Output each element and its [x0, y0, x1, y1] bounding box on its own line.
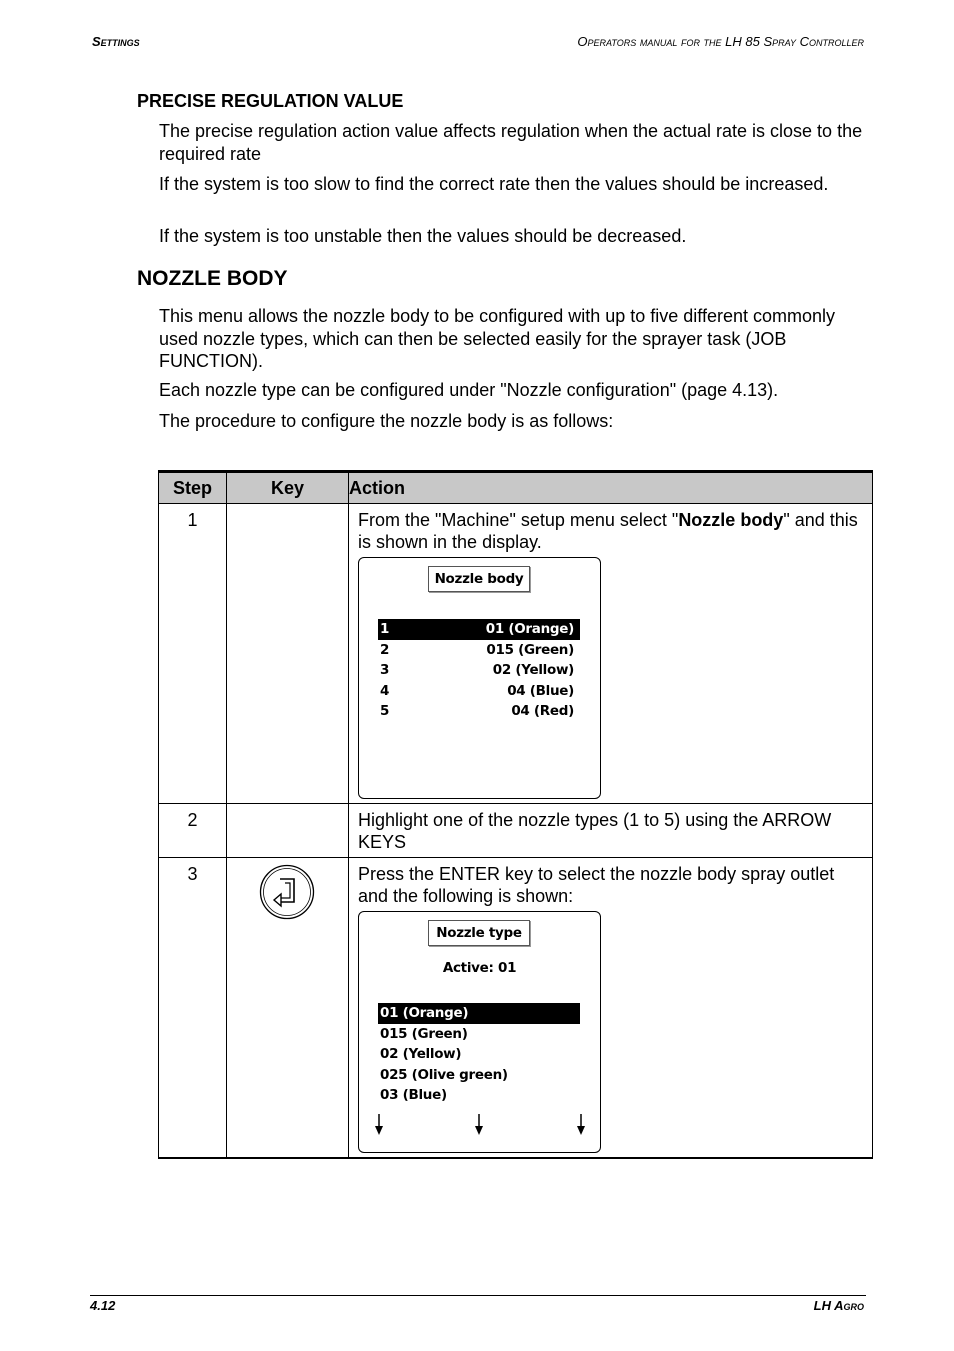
action-cell: [349, 858, 873, 1159]
footer-rule: [90, 1295, 866, 1296]
paragraph-precise-1: The precise regulation action value affects regulation when the actual rate is close to the required rate: [159, 121, 863, 164]
list-item: [378, 1065, 580, 1086]
step-number: 3: [159, 858, 227, 1159]
action-text-bold: Nozzle body: [678, 510, 784, 530]
arrow-down-icon: [474, 1114, 484, 1136]
action-cell: [349, 504, 873, 804]
column-header-step: Step: [159, 472, 227, 504]
action-cell: Highlight one of the nozzle types (1 to 5) using the ARROW KEYS: [349, 804, 873, 858]
list-item-value: 01 (Orange): [485, 621, 574, 637]
column-header-action: Action: [349, 472, 873, 504]
list-item-value: 02 (Yellow): [492, 662, 574, 678]
paragraph-nozzle-3: The procedure to configure the nozzle body is as follows:: [159, 411, 614, 431]
list-item-value: 04 (Red): [511, 703, 574, 719]
list-item: [378, 640, 580, 661]
table-row: [159, 804, 873, 858]
enter-key-icon: [259, 864, 315, 920]
action-text: Press the ENTER key to select the nozzle body spray outlet and the following is shown:: [358, 864, 835, 906]
key-cell: [227, 804, 349, 858]
heading-precise-regulation: PRECISE REGULATION VALUE: [137, 91, 404, 111]
arrow-down-icon: [576, 1114, 586, 1136]
paragraph-precise-3: If the system is too unstable then the values should be decreased.: [159, 226, 687, 246]
key-cell: [227, 858, 349, 1159]
paragraph-nozzle-1: This menu allows the nozzle body to be configured with up to five different commonly used nozzle types, which can then be selected easily for the sprayer task (JOB FUNCTION).: [159, 306, 836, 371]
running-header-section: Settings: [92, 34, 140, 49]
list-item: [378, 660, 580, 681]
display-list: [378, 619, 580, 722]
list-item-value: 04 (Blue): [507, 682, 574, 699]
paragraph-nozzle-2: Each nozzle type can be configured under "Nozzle configuration" (page 4.13).: [159, 380, 779, 400]
list-item: [378, 619, 580, 640]
list-item-number: 1: [380, 621, 390, 637]
action-text: [358, 509, 864, 553]
key-cell: [227, 504, 349, 804]
heading-nozzle-body: NOZZLE BODY: [137, 267, 288, 290]
list-item-number: 4: [380, 682, 390, 699]
list-item: [378, 1024, 580, 1045]
display-title: Nozzle body: [428, 566, 530, 592]
list-item: [378, 681, 580, 702]
step-number: 2: [159, 804, 227, 858]
list-item: [378, 1003, 580, 1024]
list-item-value: 025 (Olive green): [380, 1066, 508, 1083]
procedure-table: [158, 470, 873, 1159]
list-item: [378, 1085, 580, 1106]
display-nozzle-body: [358, 557, 601, 799]
step-number: 1: [159, 504, 227, 804]
list-item-number: 3: [380, 662, 390, 678]
list-item-value: 03 (Blue): [380, 1087, 447, 1103]
display-title: Nozzle type: [428, 920, 530, 946]
table-row: [159, 858, 873, 1159]
action-text-post: " and this is shown in the display.: [358, 510, 858, 552]
paragraph-precise-2: If the system is too slow to find the correct rate then the values should be increased.: [159, 174, 829, 194]
arrow-down-icon: [374, 1114, 384, 1136]
display-list: [378, 1003, 580, 1106]
running-header-title: Operators manual for the LH 85 Spray Controller: [577, 34, 864, 49]
page-number: 4.12: [90, 1298, 116, 1313]
list-item-number: 2: [380, 641, 390, 658]
list-item-value: 01 (Orange): [380, 1005, 469, 1021]
list-item-value: 015 (Green): [486, 641, 574, 658]
list-item: [378, 701, 580, 722]
list-item: [378, 1044, 580, 1065]
action-text-pre: From the "Machine" setup menu select ": [358, 510, 679, 530]
table-row: [159, 504, 873, 804]
list-item-number: 5: [380, 703, 390, 719]
list-item-value: 015 (Green): [380, 1025, 468, 1042]
column-header-key: Key: [227, 472, 349, 504]
display-nozzle-type: [358, 911, 601, 1153]
list-item-value: 02 (Yellow): [380, 1046, 462, 1062]
footer-publisher: LH Agro: [813, 1298, 864, 1313]
table-header-row: [159, 472, 873, 504]
active-nozzle-readout: Active: 01: [442, 960, 517, 976]
